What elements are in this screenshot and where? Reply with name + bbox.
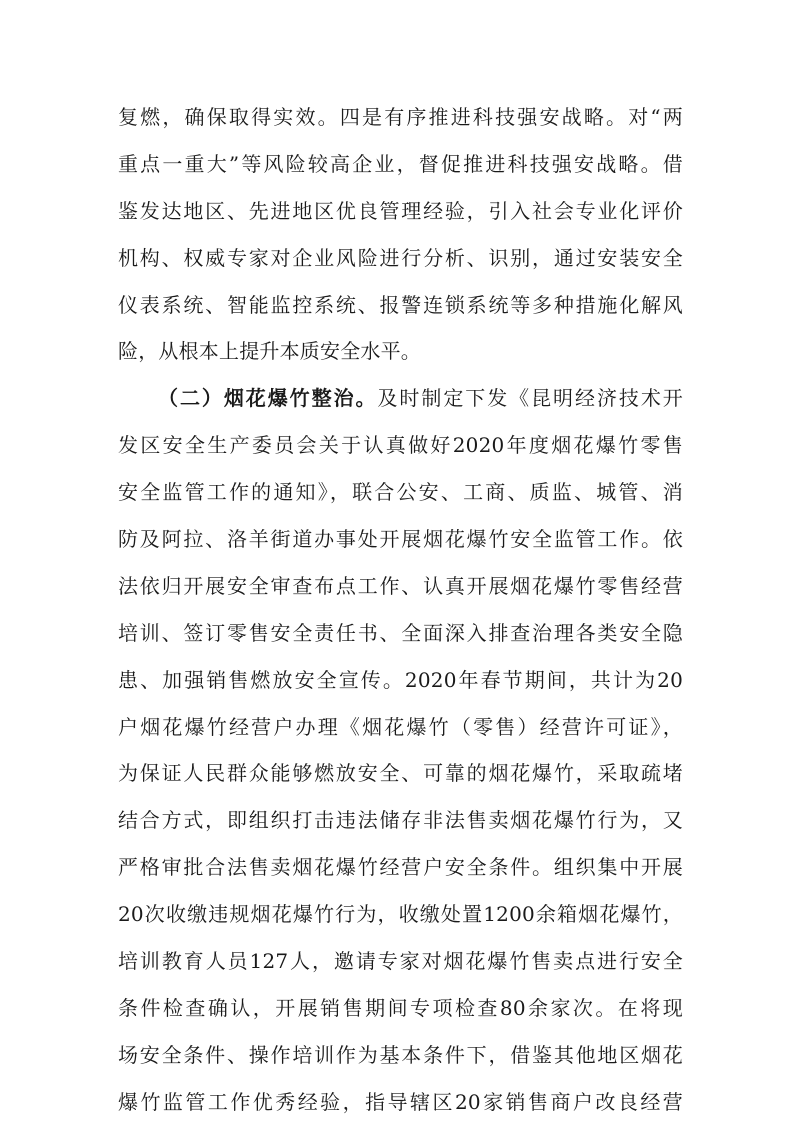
paragraph-line: 鉴发达地区、先进地区优良管理经验，引入社会专业化评价	[118, 198, 683, 223]
document-body	[118, 94, 683, 1126]
paragraph-line: 20次收缴违规烟花爆竹行为，收缴处置1200余箱烟花爆竹，	[118, 902, 683, 927]
section-heading: （二）烟花爆竹整治。	[158, 386, 378, 411]
paragraph-line: 户烟花爆竹经营户办理《烟花爆竹（零售）经营许可证》，	[118, 714, 683, 739]
paragraph-line: 为保证人民群众能够燃放安全、可靠的烟花爆竹，采取疏堵	[118, 761, 683, 786]
paragraph-line: 重点一重大”等风险较高企业，督促推进科技强安战略。借	[118, 151, 683, 176]
paragraph-line: 发区安全生产委员会关于认真做好2020年度烟花爆竹零售	[118, 433, 683, 458]
paragraph-line: 严格审批合法售卖烟花爆竹经营户安全条件。组织集中开展	[118, 855, 683, 880]
paragraph-line: 防及阿拉、洛羊街道办事处开展烟花爆竹安全监管工作。依	[118, 527, 683, 552]
paragraph-line: 险，从根本上提升本质安全水平。	[118, 339, 421, 364]
paragraph-line: 结合方式，即组织打击违法储存非法售卖烟花爆竹行为，又	[118, 808, 683, 833]
paragraph-line: 爆竹监管工作优秀经验，指导辖区20家销售商户改良经营	[118, 1089, 683, 1114]
section-lead-text: 及时制定下发《昆明经济技术开	[377, 386, 683, 411]
paragraph-line: 培训、签订零售安全责任书、全面深入排查治理各类安全隐	[118, 620, 683, 645]
paragraph-line: 条件检查确认，开展销售期间专项检查80余家次。在将现	[118, 995, 683, 1020]
paragraph-line: 机构、权威专家对企业风险进行分析、识别，通过安装安全	[118, 245, 683, 270]
paragraph-line: 复燃，确保取得实效。四是有序推进科技强安战略。对“两	[118, 105, 683, 129]
paragraph-line: 安全监管工作的通知》，联合公安、工商、质监、城管、消	[118, 480, 683, 505]
paragraph-line: 场安全条件、操作培训作为基本条件下，借鉴其他地区烟花	[118, 1042, 683, 1067]
paragraph-line: 患、加强销售燃放安全宣传。2020年春节期间，共计为20	[118, 667, 683, 692]
paragraph-line: 培训教育人员127人，邀请专家对烟花爆竹售卖点进行安全	[118, 949, 683, 974]
paragraph-line: 法依归开展安全审查布点工作、认真开展烟花爆竹零售经营	[118, 573, 683, 598]
section-first-line	[118, 375, 683, 422]
paragraph-line: 仪表系统、智能监控系统、报警连锁系统等多种措施化解风	[118, 292, 683, 317]
